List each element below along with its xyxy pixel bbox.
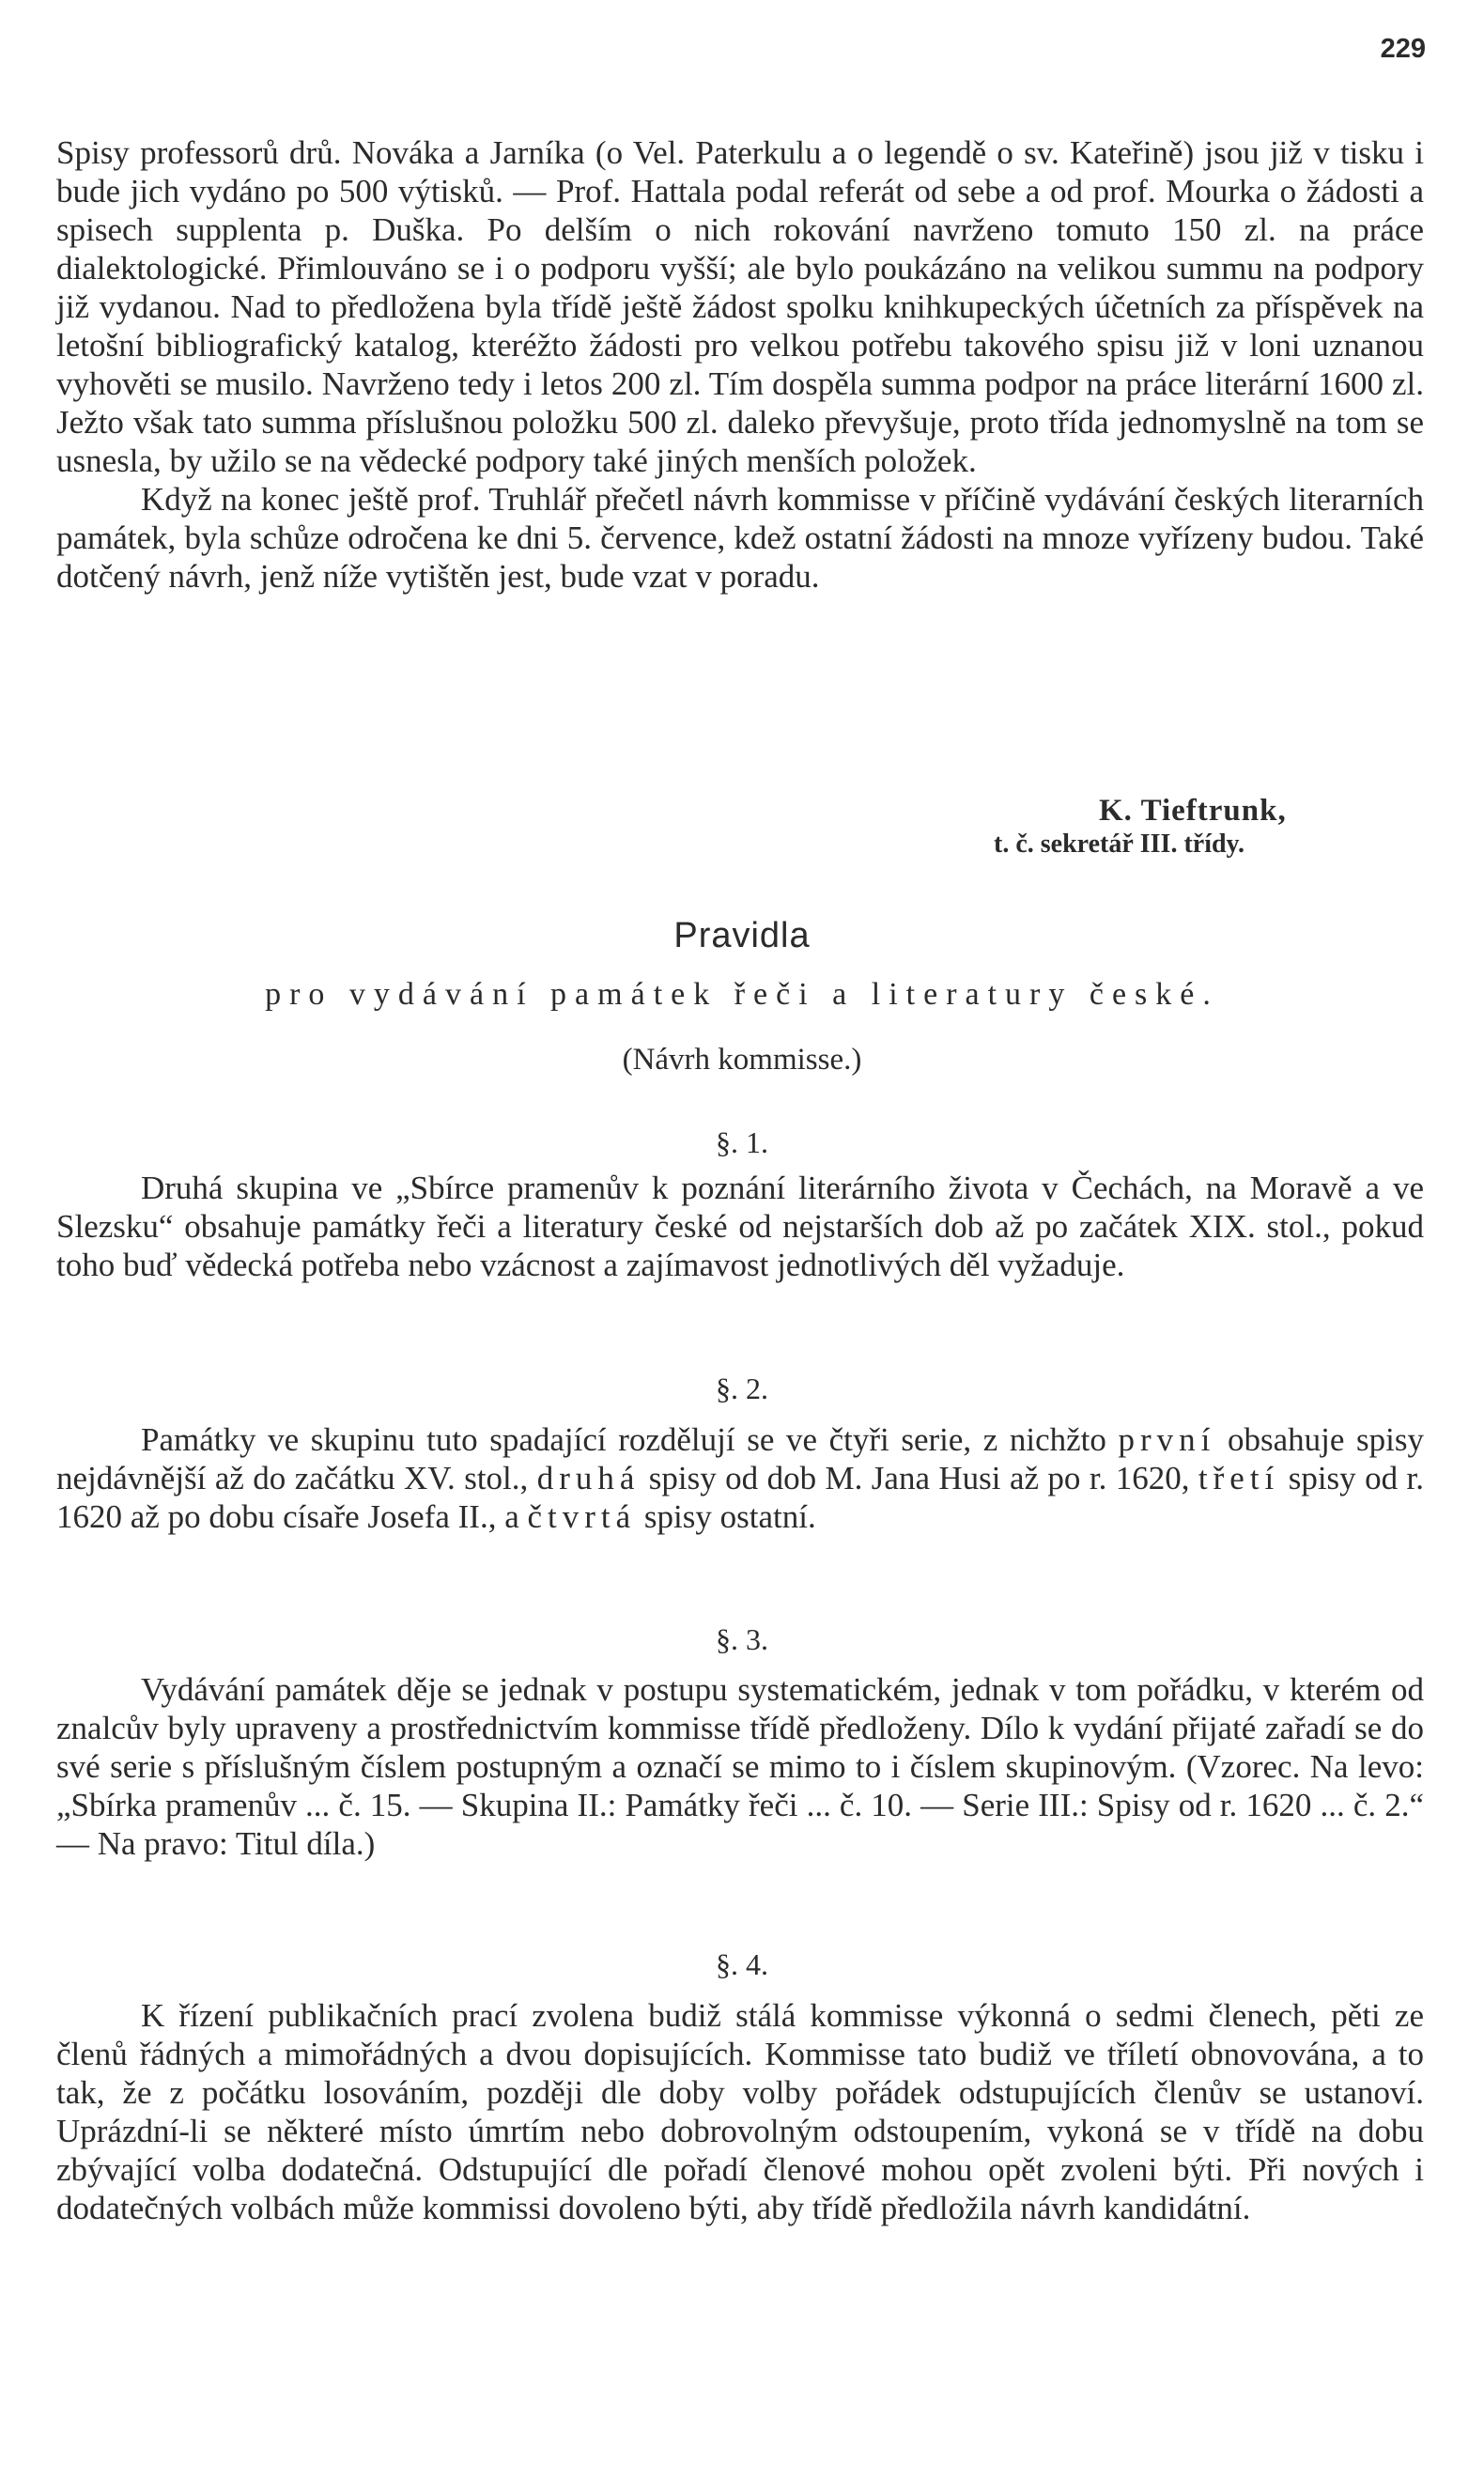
section-3-paragraph: Vydávání památek děje se jednak v postupu systematickém, jednak v tom pořádku, v kterém od znalcův byly upraveny a prostřednictvím kommisse třídě předloženy. Dílo k vydání přijaté zařadí se do své serie s příslušným číslem postupným a označí se mimo to i číslem skupinovým. (Vzorec. Na levo: „Sbírka pramenův ... č. 15. — Skupina II.: Památky řeči ... č. 10. — Serie III.: Spisy od r. 1620 ... č. 2.“ — Na pravo: Titul díla.) [56,1671,1424,1862]
intro-paragraph-2: Když na konec ještě prof. Truhlář přečetl návrh kommisse v příčině vydávání českých literarních památek, byla schůze odročena ke dni 5. července, kdež ostatní žádosti na mnoze vyřízeny budou. Také dotčený návrh, jenž níže vytištěn jest, bude vzat v poradu. [56,481,1424,595]
section-1-paragraph: Druhá skupina ve „Sbírce pramenův k poznání literárního života v Čechách, na Moravě a ve Slezsku“ obsahuje památky řeči a literatury české od nejstarších dob až po začátek XIX. stol., pokud toho buď vědecká potřeba nebo vzácnost a zajímavost jednotlivých děl vyžaduje. [56,1170,1424,1283]
section-4-text [56,1996,1424,2227]
section-4-paragraph: K řízení publikačních prací zvolena budiž stálá kommisse výkonná o sedmi členech, pěti ze členů řádných a mimořádných a dvou dopisujících. Kommisse tato budiž ve tříletí obnovována, a to tak, že z počátku losováním, později dle doby volby pořádek odstupujících členův se ustanoví. Uprázdní-li se některé místo úmrtím nebo dobrovolným odstoupením, vykoná se v třídě na dobu zbývající volba dodatečná. Odstupující dle pořadí členové mohou opět zvoleni býti. Při nových i dodatečných volbách může kommissi dovoleno býti, aby třídě předložila návrh kandidátní. [56,1997,1424,2226]
intro-text [56,133,1424,596]
section-2-text-d: spisy od r. 1620 až po dobu císaře Josefa II., a [56,1460,1424,1535]
section-3-label: §. 3. [716,1622,768,1656]
section-2-paragraph [56,1420,1424,1536]
section-2-label: §. 2. [716,1372,768,1405]
section-2-text-a: Památky ve skupinu tuto spadající rozdělují se ve čtyři serie, z nichžto [141,1421,1119,1458]
section-4-label: §. 4. [716,1947,768,1981]
section-2-text-e: spisy ostatní. [636,1498,816,1535]
section-2-first-word: první [1118,1421,1216,1458]
signature-title: t. č. sekretář III. třídy. [994,829,1244,859]
section-3-text [56,1670,1424,1863]
section-2-text [56,1420,1424,1536]
section-1-text [56,1169,1424,1284]
rules-title: Pravidla [673,916,811,955]
section-2-second-word: druhá [536,1460,641,1496]
signature-name: K. Tieftrunk, [1099,794,1287,828]
intro-paragraph-1: Spisy professorů drů. Nováka a Jarníka (o Vel. Paterkulu a o legendě o sv. Kateřině) jsou již v tisku i bude jich vydáno po 500 výtisků. — Prof. Hattala podal referát od sebe a od prof. Mourka o žádosti a spisech supplenta p. Duška. Po delším o nich rokování navrženo tomuto 150 zl. na práce dialektologické. Přimlouváno se i o podporu vyšší; ale bylo poukázáno na velikou summu na podpory již vydanou. Nad to předložena byla třídě ještě žádost spolku knihkupeckých účetních za příspěvek na letošní bibliografický katalog, kteréžto žádosti pro velkou potřebu takového spisu již v loni uznanou vyhověti se musilo. Navrženo tedy i letos 200 zl. Tím dospěla summa podpor na práce literární 1600 zl. Ježto však tato summa příslušnou položku 500 zl. daleko převyšuje, proto třída jednomyslně na tom se usnesla, by užilo se na vědecké podpory také jiných menších položek. [56,134,1424,479]
rules-subtitle: pro vydávání památek řeči a literatury české. [265,977,1219,1012]
section-2-text-c: spisy od dob M. Jana Husi až po r. 1620, [640,1460,1198,1496]
section-2-fourth-word: čtvrtá [527,1498,637,1535]
section-1-label: §. 1. [716,1125,768,1159]
section-2-text-b: obsahuje spisy nejdávnější až do začátku XV. stol., [56,1421,1424,1496]
rules-note: (Návrh kommisse.) [622,1043,862,1077]
section-2-third-word: třetí [1198,1460,1280,1496]
page-number: 229 [1380,34,1426,64]
